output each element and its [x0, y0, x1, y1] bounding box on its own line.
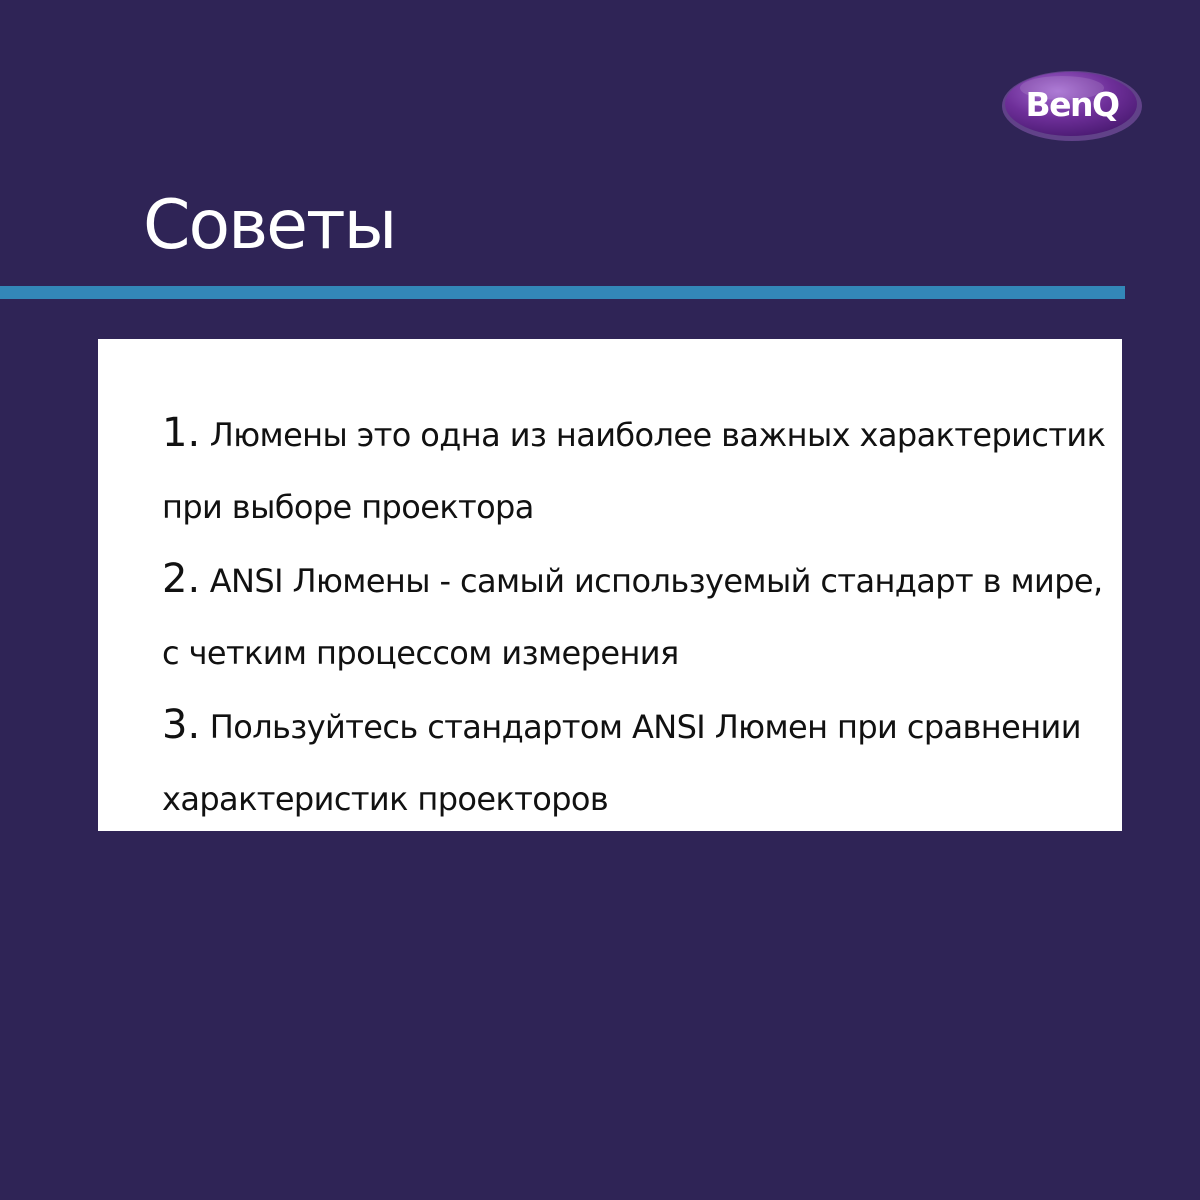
benq-logo	[1000, 66, 1144, 144]
tip-item-2	[162, 543, 1112, 689]
tip-number: 2.	[162, 556, 201, 602]
tips-card	[98, 339, 1122, 831]
title-divider	[0, 286, 1125, 299]
tip-line	[162, 689, 1112, 763]
logo-text: BenQ	[1025, 85, 1119, 124]
tip-text: Люмены это одна из наиболее важных характеристик	[209, 416, 1106, 454]
tip-text-continued: с четким процессом измерения	[162, 634, 679, 672]
benq-logo-mark	[1000, 66, 1144, 144]
tip-number: 3.	[162, 702, 201, 748]
tip-item-3	[162, 689, 1112, 835]
tip-line	[162, 397, 1112, 471]
tip-text-continued: при выборе проектора	[162, 488, 534, 526]
tip-text-continued: характеристик проекторов	[162, 780, 609, 818]
tips-list	[162, 397, 1112, 835]
tip-text: Пользуйтесь стандартом ANSI Люмен при сравнении	[209, 708, 1081, 746]
tip-number: 1.	[162, 410, 201, 456]
page-title: Советы	[143, 186, 396, 265]
tip-item-1	[162, 397, 1112, 543]
tip-line	[162, 543, 1112, 617]
tip-text: ANSI Люмены - самый используемый стандарт в мире,	[209, 562, 1103, 600]
